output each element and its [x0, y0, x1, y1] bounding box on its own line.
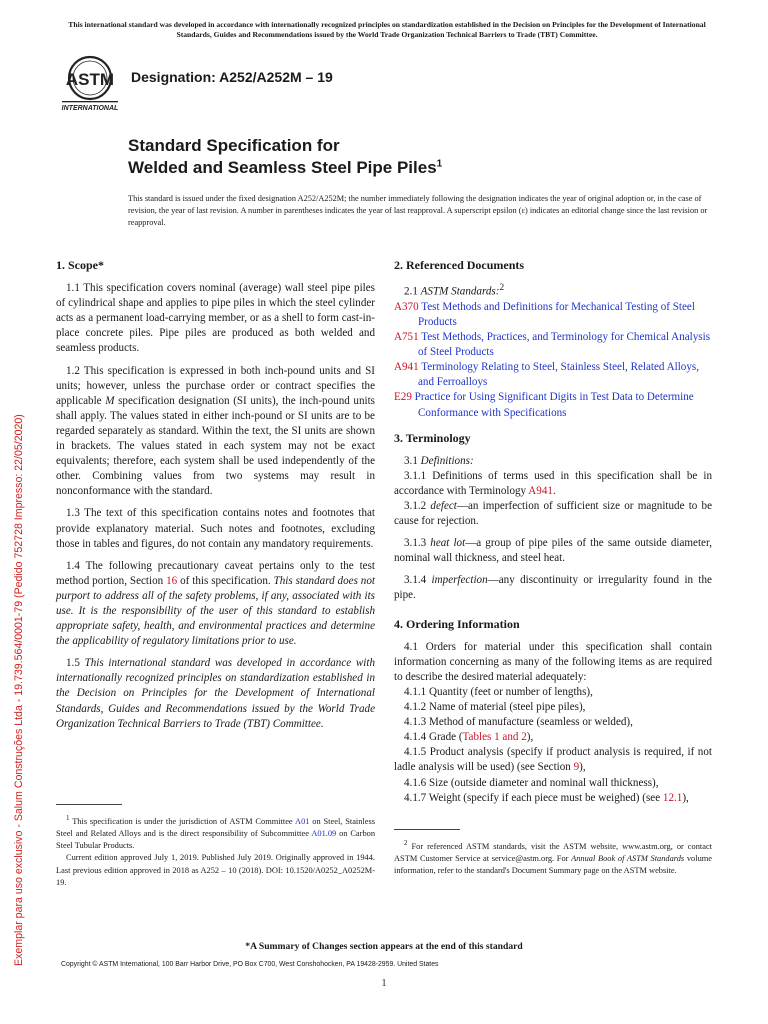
- ref-a370: A370 Test Methods and Definitions for Mechanical Testing of Steel Products: [394, 300, 695, 328]
- section-16-link[interactable]: 16: [166, 574, 178, 587]
- paragraph-3-1: 3.1 Definitions:: [404, 454, 474, 467]
- footnote-divider: [56, 804, 122, 805]
- subcommittee-a0109-link[interactable]: A01.09: [311, 828, 337, 838]
- section-heading-terminology: 3. Terminology: [394, 430, 471, 445]
- footnote-1-edition: Current edition approved July 1, 2019. Published July 2019. Originally approved in 1944. Last previous edition approved in 2018 as A252 – 10 (2018). DOI: 10.1520/A0252_A0252M-19.: [56, 853, 375, 887]
- footnote-2: [394, 829, 712, 877]
- logo-letters: ASTM: [65, 70, 115, 89]
- ref-a751-link[interactable]: A751: [394, 331, 419, 344]
- referenced-documents-list: [394, 281, 712, 421]
- paragraph-3-1-1: 3.1.1 Definitions of terms used in this specification shall be in accordance with Terminology A941.: [394, 469, 712, 497]
- astm-standards-intro: 2.1 ASTM Standards:$^2$: [404, 283, 505, 298]
- document-title: [128, 135, 728, 179]
- item-4-1-5: 4.1.5 Product analysis (specify if product analysis is required, if not ladle analysis will be used) (see Section 9),: [394, 746, 712, 774]
- designation-dash: –: [301, 69, 318, 85]
- item-4-1-3: 4.1.3 Method of manufacture (seamless or welded),: [404, 716, 633, 729]
- paragraph-3-1-4: 3.1.4 imperfection—any discontinuity or irregularity found in the pipe.: [394, 574, 712, 602]
- paragraph-3-1-3: 3.1.3 heat lot—a group of pipe piles of the same outside diameter, nominal wall thickness, and steel heat.: [394, 537, 712, 565]
- copyright-line: Copyright © ASTM International, 100 Barr Harbor Drive, PO Box C700, West Conshohocken, PA 19428-2959. United States: [61, 961, 439, 968]
- footnote-1: [56, 804, 375, 889]
- section-9-link[interactable]: 9: [573, 761, 580, 774]
- footnote-1-text: $^1$ This specification is under the jurisdiction of ASTM Committee A01 on Steel, Stainless Steel and Related Alloys and is the direct responsibility of Subcommittee A01.09 on Carbon Steel Tubular Products.: [56, 814, 376, 851]
- section-heading-scope: 1. Scope*: [56, 258, 104, 272]
- item-4-1-6: 4.1.6 Size (outside diameter and nominal wall thickness),: [404, 776, 659, 789]
- paragraph-4-1: 4.1 Orders for material under this specification shall contain information concerning as many of the following items as are required to describe the desired material adequately:: [394, 640, 712, 683]
- paragraph-1-3: 1.3 The text of this specification contains notes and footnotes that provide explanatory material. Such notes and footnotes, excluding those in tables and figures, do not contain any mandatory requirements.: [56, 507, 375, 550]
- side-watermark: Exemplar para uso exclusivo - Salum Construções Ltda - 19.739.564/0001-79 (Pedido 752728 Impresso: 22/05/2020): [13, 414, 25, 966]
- astm-logo: [58, 52, 122, 114]
- logo-subtext: INTERNATIONAL: [61, 105, 119, 112]
- designation-year: 19: [317, 69, 333, 85]
- issued-note: This standard is issued under the fixed designation A252/A252M; the number immediately following the designation indicates the year of original adoption or, in the case of revision, the year of last revision. A number in parentheses indicates the year of last reapproval. A superscript epsilon (ε) indicates an editorial change since the last revision or reapproval.: [128, 194, 708, 228]
- ref-a370-link[interactable]: A370: [394, 300, 419, 313]
- ref-e29-link[interactable]: E29: [394, 391, 412, 404]
- section-heading-referenced-documents: 2. Referenced Documents: [394, 258, 525, 272]
- terminology-a941-link[interactable]: A941: [528, 484, 553, 497]
- paragraph-1-5: 1.5 This international standard was developed in accordance with internationally recognized principles on standardization established in the Decision on Principles for the Development of International Standards, Guides and Recommendations issued by the World Trade Organization Technical Barriers to Trade (TBT) Committee.: [56, 657, 376, 730]
- paragraph-1-2: 1.2 This specification is expressed in both inch-pound units and SI units; however, unless the purchase order or contract specifies the applicable M specification designation (SI units), the inch-pound units shall apply. The values stated in either inch-pound or SI units are to be regarded separately as standard. Within the text, the SI units are shown in brackets. The values stated in each system may not be exact equivalents; therefore, each system shall be used independently of the other. Combining values from two systems may result in nonconformance with the standard.: [56, 364, 375, 498]
- item-4-1-4: 4.1.4 Grade (Tables 1 and 2),: [404, 731, 534, 744]
- ref-e29: E29 Practice for Using Significant Digits in Test Data to Determine Conformance with Specifications: [394, 391, 694, 419]
- paragraph-1-1: 1.1 This specification covers nominal (average) wall steel pipe piles of cylindrical shape and applies to pipe piles in which the steel cylinder acts as a permanent load-carrying member, or as a shell to form cast-in-place concrete piles. Pipe piles are produced as both welded and seamless products.: [56, 282, 375, 355]
- ref-a751: A751 Test Methods, Practices, and Terminology for Chemical Analysis of Steel Products: [394, 331, 711, 359]
- ref-a941-link[interactable]: A941: [394, 361, 419, 374]
- page-number: 1: [381, 978, 387, 989]
- committee-a01-link[interactable]: A01: [295, 816, 310, 826]
- footnote-2-text: $^2$ For referenced ASTM standards, visit the ASTM website, www.astm.org, or contact ASTM Customer Service at service@astm.org. For Annual Book of ASTM Standards volume information, refer to the standard's Document Summary page on the ASTM website.: [394, 839, 712, 876]
- ref-a941: A941 Terminology Relating to Steel, Stainless Steel, Related Alloys, and Ferroalloys: [394, 361, 699, 389]
- paragraph-3-1-2: 3.1.2 defect—an imperfection of sufficient size or magnitude to be cause for rejection.: [394, 500, 713, 528]
- designation: [131, 69, 333, 85]
- tables-1-2-link[interactable]: Tables 1 and 2: [462, 731, 527, 744]
- item-4-1-2: 4.1.2 Name of material (steel pipe piles),: [404, 701, 586, 714]
- summary-of-changes-note: *A Summary of Changes section appears at the end of this standard: [245, 941, 523, 952]
- item-4-1-7: 4.1.7 Weight (specify if each piece must be weighed) (see 12.1),: [404, 791, 689, 804]
- title-footnote-ref: 1: [436, 158, 443, 170]
- section-heading-ordering-information: 4. Ordering Information: [394, 616, 520, 631]
- designation-label: Designation: A252/A252M: [131, 69, 302, 85]
- section-12-1-link[interactable]: 12.1: [662, 791, 683, 804]
- footnote-divider-right: [394, 829, 460, 830]
- right-column: [394, 258, 712, 806]
- standards-notice: This international standard was developed in accordance with internationally recognized principles on standardization established in the Decision on Principles for the Development of International Standards, Guides and Recommendations issued by the World Trade Organization Technical Barriers to Trade (TBT) Committee.: [68, 20, 706, 40]
- title-line-1: Standard Specification for: [128, 136, 340, 155]
- item-4-1-1: 4.1.1 Quantity (feet or number of lengths),: [404, 685, 593, 698]
- left-column: [56, 258, 375, 739]
- title-line-2: Welded and Seamless Steel Pipe Piles$^1$: [128, 158, 443, 178]
- paragraph-1-4: 1.4 The following precautionary caveat pertains only to the test method portion, Section 16 of this specification. This standard does not purport to address all of the safety problems, if any, associated with its use. It is the responsibility of the user of this standard to establish appropriate safety, health, and environmental practices and determine the applicability of regulatory limitations prior to use.: [56, 559, 375, 648]
